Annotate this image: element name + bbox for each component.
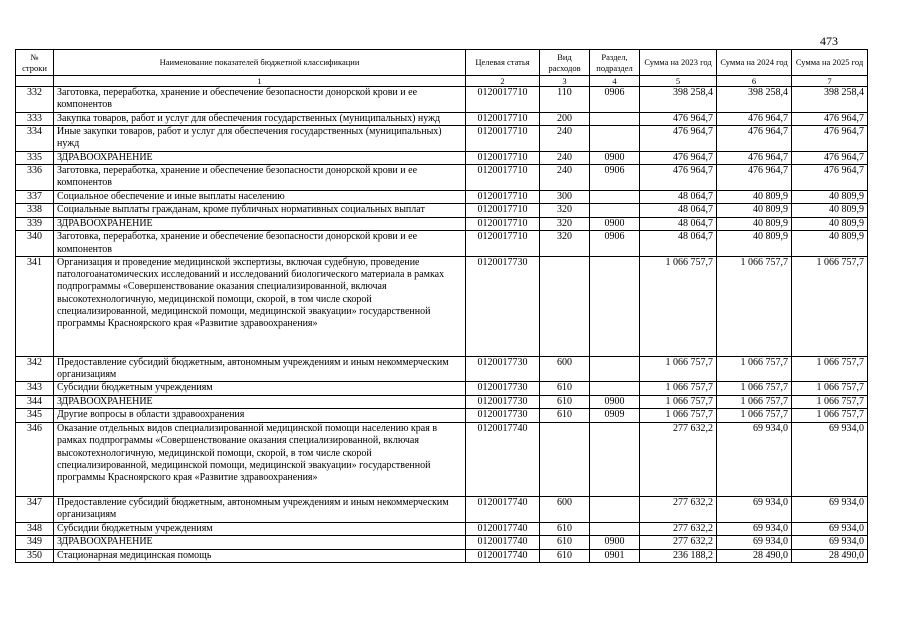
- expense-type-cell: 600: [540, 496, 590, 522]
- header-row: [16, 50, 868, 76]
- col-header-sum-2025: Сумма на 2025 год: [792, 50, 868, 76]
- expense-type-cell: [540, 422, 590, 496]
- section-cell: 0900: [590, 536, 640, 550]
- sum-2025-cell: 1 066 757,7: [792, 382, 868, 396]
- col-number: 1: [54, 76, 466, 87]
- table-row: [16, 409, 868, 423]
- target-cell: 0120017710: [466, 151, 540, 165]
- col-number: 3: [540, 76, 590, 87]
- col-header-sum-2023: Сумма на 2023 год: [640, 50, 717, 76]
- table-row: [16, 204, 868, 218]
- sum-2025-cell: 476 964,7: [792, 151, 868, 165]
- expense-type-cell: 610: [540, 522, 590, 536]
- table-row: [16, 549, 868, 563]
- section-cell: [590, 496, 640, 522]
- expense-type-cell: 320: [540, 204, 590, 218]
- table-row: [16, 165, 868, 191]
- name-cell: Другие вопросы в области здравоохранения: [54, 409, 466, 423]
- row-number-cell: 332: [16, 87, 54, 113]
- section-cell: [590, 204, 640, 218]
- sum-2025-cell: 476 964,7: [792, 126, 868, 152]
- sum-2024-cell: 476 964,7: [717, 151, 792, 165]
- row-number-cell: 336: [16, 165, 54, 191]
- target-cell: 0120017740: [466, 549, 540, 563]
- sum-2023-cell: 277 632,2: [640, 496, 717, 522]
- name-cell: Предоставление субсидий бюджетным, автономным учреждениям и иным некоммерческим организациям: [54, 496, 466, 522]
- sum-2023-cell: 398 258,4: [640, 87, 717, 113]
- name-cell: Закупка товаров, работ и услуг для обеспечения государственных (муниципальных) нужд: [54, 112, 466, 126]
- expense-type-cell: 240: [540, 165, 590, 191]
- table-row: [16, 522, 868, 536]
- sum-2025-cell: 69 934,0: [792, 496, 868, 522]
- row-number-cell: 348: [16, 522, 54, 536]
- sum-2023-cell: 476 964,7: [640, 165, 717, 191]
- sum-2025-cell: 40 809,9: [792, 190, 868, 204]
- expense-type-cell: 320: [540, 217, 590, 231]
- col-header-sum-2024: Сумма на 2024 год: [717, 50, 792, 76]
- sum-2023-cell: 48 064,7: [640, 190, 717, 204]
- name-cell: Заготовка, переработка, хранение и обеспечение безопасности донорской крови и ее компонентов: [54, 231, 466, 257]
- row-number-cell: 342: [16, 356, 54, 382]
- table-row: [16, 382, 868, 396]
- target-cell: 0120017710: [466, 87, 540, 113]
- target-cell: 0120017740: [466, 522, 540, 536]
- sum-2025-cell: 1 066 757,7: [792, 256, 868, 356]
- page-number: 473: [820, 34, 838, 48]
- expense-type-cell: 610: [540, 395, 590, 409]
- sum-2025-cell: 1 066 757,7: [792, 356, 868, 382]
- col-number: 4: [590, 76, 640, 87]
- name-cell: Оказание отдельных видов специализированной медицинской помощи населению края в рамках подпрограммы «Совершенствование оказания специализированной, включая высокотехнологичную, медицинской помощи, скорой, в том числе скорой специализированной, медицинской помощи, медицинской эвакуации» государственной программы Красноярского края «Развитие здравоохранения»: [54, 422, 466, 496]
- sum-2024-cell: 476 964,7: [717, 112, 792, 126]
- target-cell: 0120017730: [466, 356, 540, 382]
- target-cell: 0120017730: [466, 256, 540, 356]
- sum-2025-cell: 398 258,4: [792, 87, 868, 113]
- sum-2024-cell: 28 490,0: [717, 549, 792, 563]
- col-number: 6: [717, 76, 792, 87]
- section-cell: [590, 256, 640, 356]
- section-cell: 0900: [590, 151, 640, 165]
- sum-2023-cell: 277 632,2: [640, 422, 717, 496]
- table-row: [16, 217, 868, 231]
- table-row: [16, 231, 868, 257]
- expense-type-cell: 240: [540, 126, 590, 152]
- row-number-cell: 339: [16, 217, 54, 231]
- section-cell: 0906: [590, 87, 640, 113]
- table-row: [16, 126, 868, 152]
- col-header-name: Наименование показателей бюджетной классификации: [54, 50, 466, 76]
- sum-2023-cell: 236 188,2: [640, 549, 717, 563]
- table-row: [16, 87, 868, 113]
- target-cell: 0120017730: [466, 395, 540, 409]
- target-cell: 0120017740: [466, 536, 540, 550]
- section-cell: [590, 356, 640, 382]
- sum-2023-cell: 48 064,7: [640, 231, 717, 257]
- sum-2025-cell: 476 964,7: [792, 165, 868, 191]
- name-cell: Иные закупки товаров, работ и услуг для обеспечения государственных (муниципальных) нужд: [54, 126, 466, 152]
- target-cell: 0120017710: [466, 190, 540, 204]
- row-number-cell: 333: [16, 112, 54, 126]
- table-row: [16, 422, 868, 496]
- column-number-row: [16, 76, 868, 87]
- expense-type-cell: 320: [540, 231, 590, 257]
- table-row: [16, 395, 868, 409]
- row-number-cell: 346: [16, 422, 54, 496]
- expense-type-cell: 300: [540, 190, 590, 204]
- sum-2023-cell: 1 066 757,7: [640, 256, 717, 356]
- name-cell: Стационарная медицинская помощь: [54, 549, 466, 563]
- row-number-cell: 338: [16, 204, 54, 218]
- expense-type-cell: 610: [540, 536, 590, 550]
- expense-type-cell: [540, 256, 590, 356]
- row-number-cell: 349: [16, 536, 54, 550]
- row-number-cell: 344: [16, 395, 54, 409]
- row-number-cell: 337: [16, 190, 54, 204]
- sum-2024-cell: 1 066 757,7: [717, 409, 792, 423]
- target-cell: 0120017710: [466, 231, 540, 257]
- sum-2025-cell: 40 809,9: [792, 217, 868, 231]
- target-cell: 0120017710: [466, 165, 540, 191]
- sum-2024-cell: 69 934,0: [717, 422, 792, 496]
- sum-2023-cell: 277 632,2: [640, 522, 717, 536]
- name-cell: Социальное обеспечение и иные выплаты населению: [54, 190, 466, 204]
- sum-2025-cell: 1 066 757,7: [792, 409, 868, 423]
- table-row: [16, 356, 868, 382]
- col-number: [16, 76, 54, 87]
- name-cell: Заготовка, переработка, хранение и обеспечение безопасности донорской крови и ее компонентов: [54, 165, 466, 191]
- sum-2024-cell: 40 809,9: [717, 231, 792, 257]
- sum-2023-cell: 1 066 757,7: [640, 356, 717, 382]
- table-row: [16, 190, 868, 204]
- target-cell: 0120017730: [466, 382, 540, 396]
- row-number-cell: 343: [16, 382, 54, 396]
- col-number: 2: [466, 76, 540, 87]
- sum-2025-cell: 476 964,7: [792, 112, 868, 126]
- row-number-cell: 347: [16, 496, 54, 522]
- table-row: [16, 256, 868, 356]
- section-cell: 0909: [590, 409, 640, 423]
- table-row: [16, 151, 868, 165]
- target-cell: 0120017710: [466, 204, 540, 218]
- sum-2023-cell: 1 066 757,7: [640, 382, 717, 396]
- section-cell: [590, 522, 640, 536]
- target-cell: 0120017710: [466, 126, 540, 152]
- sum-2023-cell: 476 964,7: [640, 126, 717, 152]
- sum-2024-cell: 69 934,0: [717, 496, 792, 522]
- table-body: [16, 87, 868, 563]
- name-cell: ЗДРАВООХРАНЕНИЕ: [54, 151, 466, 165]
- target-cell: 0120017730: [466, 409, 540, 423]
- sum-2023-cell: 1 066 757,7: [640, 409, 717, 423]
- table-row: [16, 496, 868, 522]
- section-cell: 0906: [590, 165, 640, 191]
- table-row: [16, 536, 868, 550]
- sum-2024-cell: 476 964,7: [717, 126, 792, 152]
- target-cell: 0120017710: [466, 217, 540, 231]
- expense-type-cell: 610: [540, 409, 590, 423]
- col-number: 7: [792, 76, 868, 87]
- sum-2024-cell: 476 964,7: [717, 165, 792, 191]
- section-cell: [590, 126, 640, 152]
- expense-type-cell: 610: [540, 549, 590, 563]
- section-cell: [590, 422, 640, 496]
- sum-2023-cell: 48 064,7: [640, 217, 717, 231]
- table-row: [16, 112, 868, 126]
- sum-2024-cell: 40 809,9: [717, 217, 792, 231]
- sum-2025-cell: 69 934,0: [792, 536, 868, 550]
- sum-2025-cell: 69 934,0: [792, 422, 868, 496]
- sum-2023-cell: 277 632,2: [640, 536, 717, 550]
- row-number-cell: 341: [16, 256, 54, 356]
- name-cell: ЗДРАВООХРАНЕНИЕ: [54, 536, 466, 550]
- expense-type-cell: 240: [540, 151, 590, 165]
- sum-2024-cell: 40 809,9: [717, 204, 792, 218]
- section-cell: 0901: [590, 549, 640, 563]
- sum-2025-cell: 40 809,9: [792, 204, 868, 218]
- row-number-cell: 345: [16, 409, 54, 423]
- expense-type-cell: 110: [540, 87, 590, 113]
- sum-2023-cell: 476 964,7: [640, 151, 717, 165]
- name-cell: Организация и проведение медицинской экспертизы, включая судебную, проведение патологоанатомических исследований и исследований биологического материала в рамках подпрограммы «Совершенствование оказания специализированной, включая высокотехнологичную, медицинской помощи, скорой, в том числе скорой специализированной, медицинской помощи, медицинской эвакуации» государственной программы Красноярского края «Развитие здравоохранения»: [54, 256, 466, 356]
- sum-2023-cell: 1 066 757,7: [640, 395, 717, 409]
- sum-2025-cell: 69 934,0: [792, 522, 868, 536]
- sum-2023-cell: 48 064,7: [640, 204, 717, 218]
- sum-2024-cell: 1 066 757,7: [717, 395, 792, 409]
- sum-2024-cell: 1 066 757,7: [717, 356, 792, 382]
- section-cell: 0900: [590, 395, 640, 409]
- name-cell: Субсидии бюджетным учреждениям: [54, 382, 466, 396]
- name-cell: Заготовка, переработка, хранение и обеспечение безопасности донорской крови и ее компонентов: [54, 87, 466, 113]
- target-cell: 0120017710: [466, 112, 540, 126]
- target-cell: 0120017740: [466, 496, 540, 522]
- name-cell: Социальные выплаты гражданам, кроме публичных нормативных социальных выплат: [54, 204, 466, 218]
- name-cell: Субсидии бюджетным учреждениям: [54, 522, 466, 536]
- expense-type-cell: 600: [540, 356, 590, 382]
- sum-2024-cell: 398 258,4: [717, 87, 792, 113]
- sum-2024-cell: 1 066 757,7: [717, 382, 792, 396]
- sum-2025-cell: 28 490,0: [792, 549, 868, 563]
- sum-2024-cell: 69 934,0: [717, 522, 792, 536]
- row-number-cell: 340: [16, 231, 54, 257]
- section-cell: 0906: [590, 231, 640, 257]
- name-cell: Предоставление субсидий бюджетным, автономным учреждениям и иным некоммерческим организациям: [54, 356, 466, 382]
- sum-2024-cell: 69 934,0: [717, 536, 792, 550]
- section-cell: 0900: [590, 217, 640, 231]
- sum-2025-cell: 40 809,9: [792, 231, 868, 257]
- expense-type-cell: 610: [540, 382, 590, 396]
- sum-2024-cell: 1 066 757,7: [717, 256, 792, 356]
- section-cell: [590, 190, 640, 204]
- section-cell: [590, 112, 640, 126]
- col-number: 5: [640, 76, 717, 87]
- row-number-cell: 335: [16, 151, 54, 165]
- budget-table: [15, 49, 868, 563]
- sum-2024-cell: 40 809,9: [717, 190, 792, 204]
- expense-type-cell: 200: [540, 112, 590, 126]
- name-cell: ЗДРАВООХРАНЕНИЕ: [54, 395, 466, 409]
- row-number-cell: 350: [16, 549, 54, 563]
- name-cell: ЗДРАВООХРАНЕНИЕ: [54, 217, 466, 231]
- row-number-cell: 334: [16, 126, 54, 152]
- target-cell: 0120017740: [466, 422, 540, 496]
- col-header-target: Целевая статья: [466, 50, 540, 76]
- section-cell: [590, 382, 640, 396]
- col-header-row-number: № строки: [16, 50, 54, 76]
- sum-2025-cell: 1 066 757,7: [792, 395, 868, 409]
- sum-2023-cell: 476 964,7: [640, 112, 717, 126]
- col-header-expense-type: Вид расходов: [540, 50, 590, 76]
- col-header-section: Раздел, подраздел: [590, 50, 640, 76]
